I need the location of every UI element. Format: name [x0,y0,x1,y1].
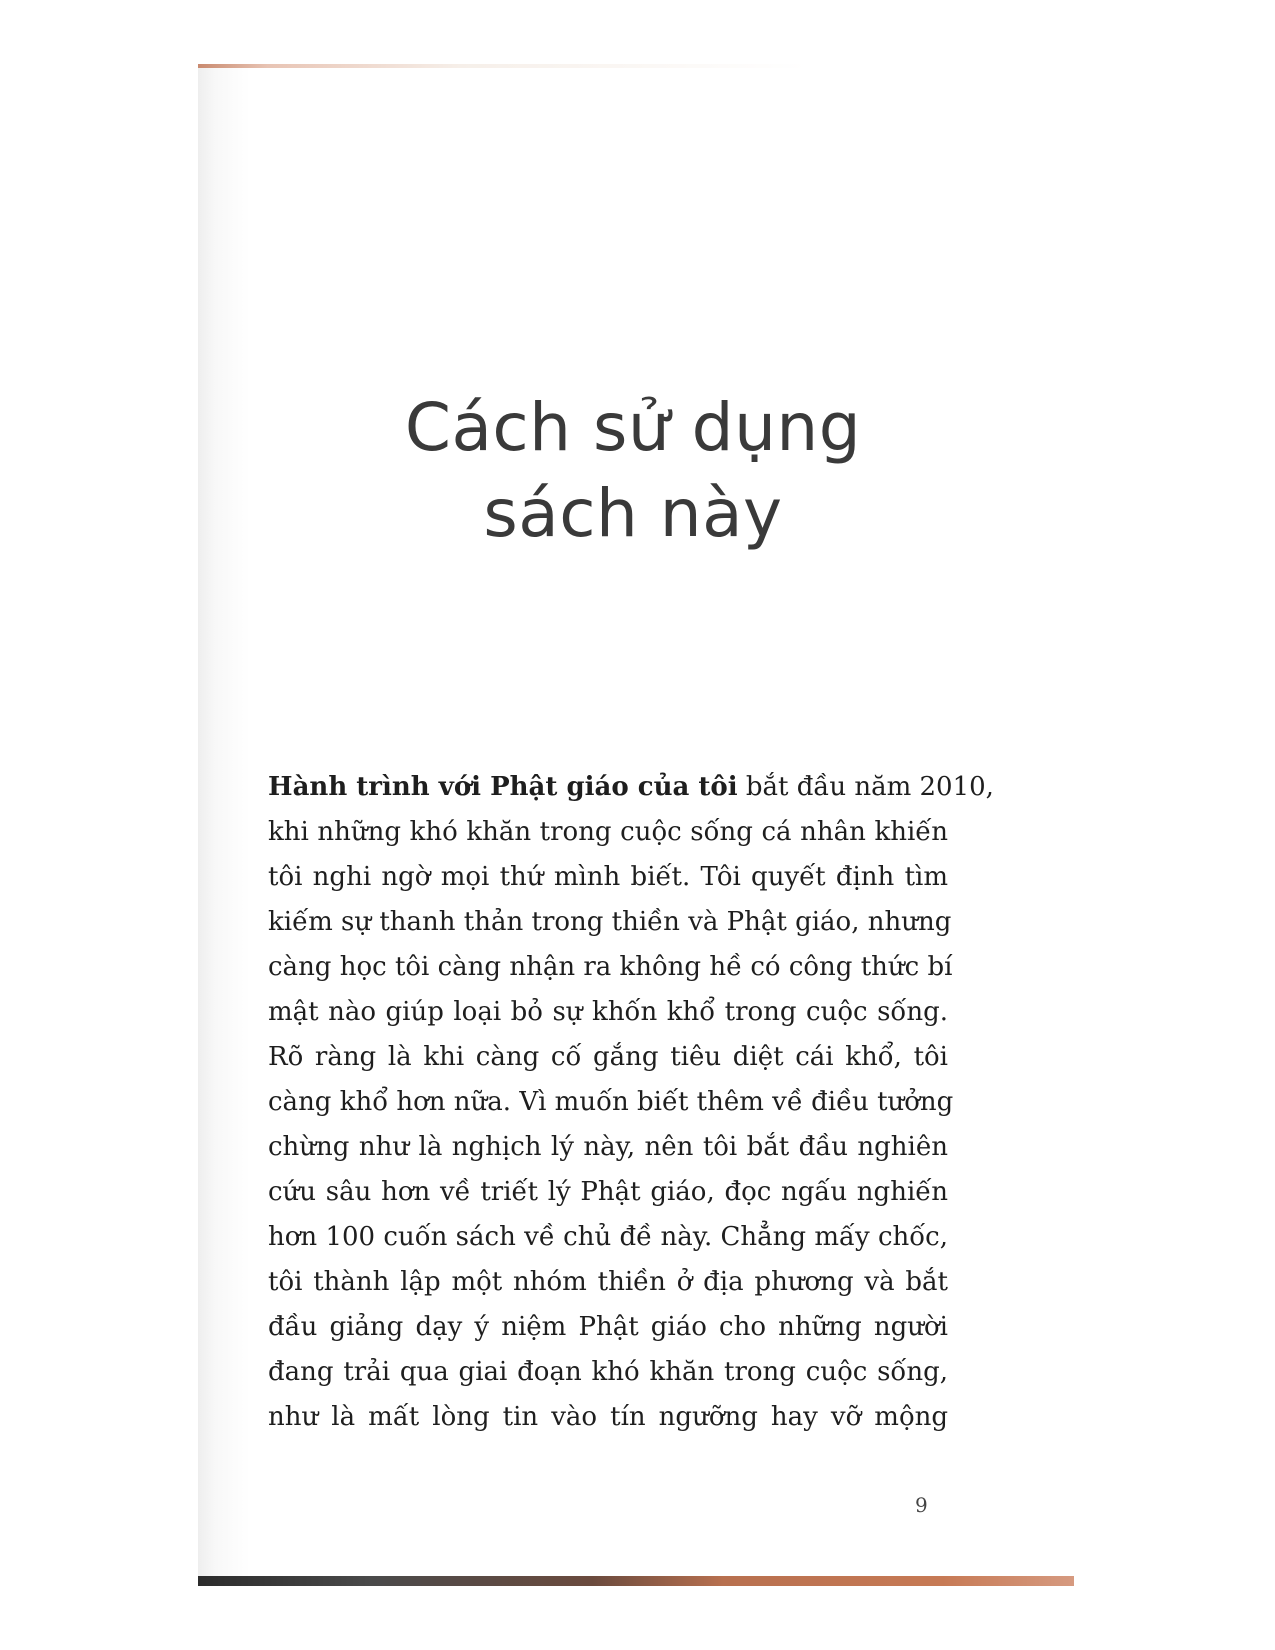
body-line: tôi thành lập một nhóm thiền ở địa phương và bắt [268,1267,948,1297]
chapter-title [198,385,1068,557]
body-line-1-rest: bắt đầu năm 2010, [737,772,994,802]
chapter-title-line-1: Cách sử dụng [404,389,862,466]
body-line: như là mất lòng tin vào tín ngưỡng hay vỡ mộng [268,1402,948,1432]
body-line: càng khổ hơn nữa. Vì muốn biết thêm về điều tưởng [268,1087,954,1117]
body-line: càng học tôi càng nhận ra không hề có công thức bí [268,952,953,982]
page-number: 9 [915,1493,928,1517]
lead-in-bold: Hành trình với Phật giáo của tôi [268,772,738,802]
page-bottom-edge [198,1576,1074,1586]
body-line: mật nào giúp loại bỏ sự khốn khổ trong cuộc sống. [268,997,948,1027]
body-line: khi những khó khăn trong cuộc sống cá nhân khiến [268,817,948,847]
body-line: chừng như là nghịch lý này, nên tôi bắt đầu nghiên [268,1132,948,1162]
body-line: Rõ ràng là khi càng cố gắng tiêu diệt cái khổ, tôi [268,1042,948,1072]
body-line: tôi nghi ngờ mọi thứ mình biết. Tôi quyết định tìm [268,862,948,892]
body-line: cứu sâu hơn về triết lý Phật giáo, đọc ngấu nghiến [268,1177,948,1207]
body-line: đầu giảng dạy ý niệm Phật giáo cho những người [268,1312,948,1342]
body-line: hơn 100 cuốn sách về chủ đề này. Chẳng mấy chốc, [268,1222,948,1252]
chapter-title-line-2: sách này [483,475,783,552]
body-paragraph [268,765,994,1440]
body-line-1 [268,765,994,810]
body-line: đang trải qua giai đoạn khó khăn trong cuộc sống, [268,1357,948,1387]
body-line: kiếm sự thanh thản trong thiền và Phật giáo, nhưng [268,907,952,937]
